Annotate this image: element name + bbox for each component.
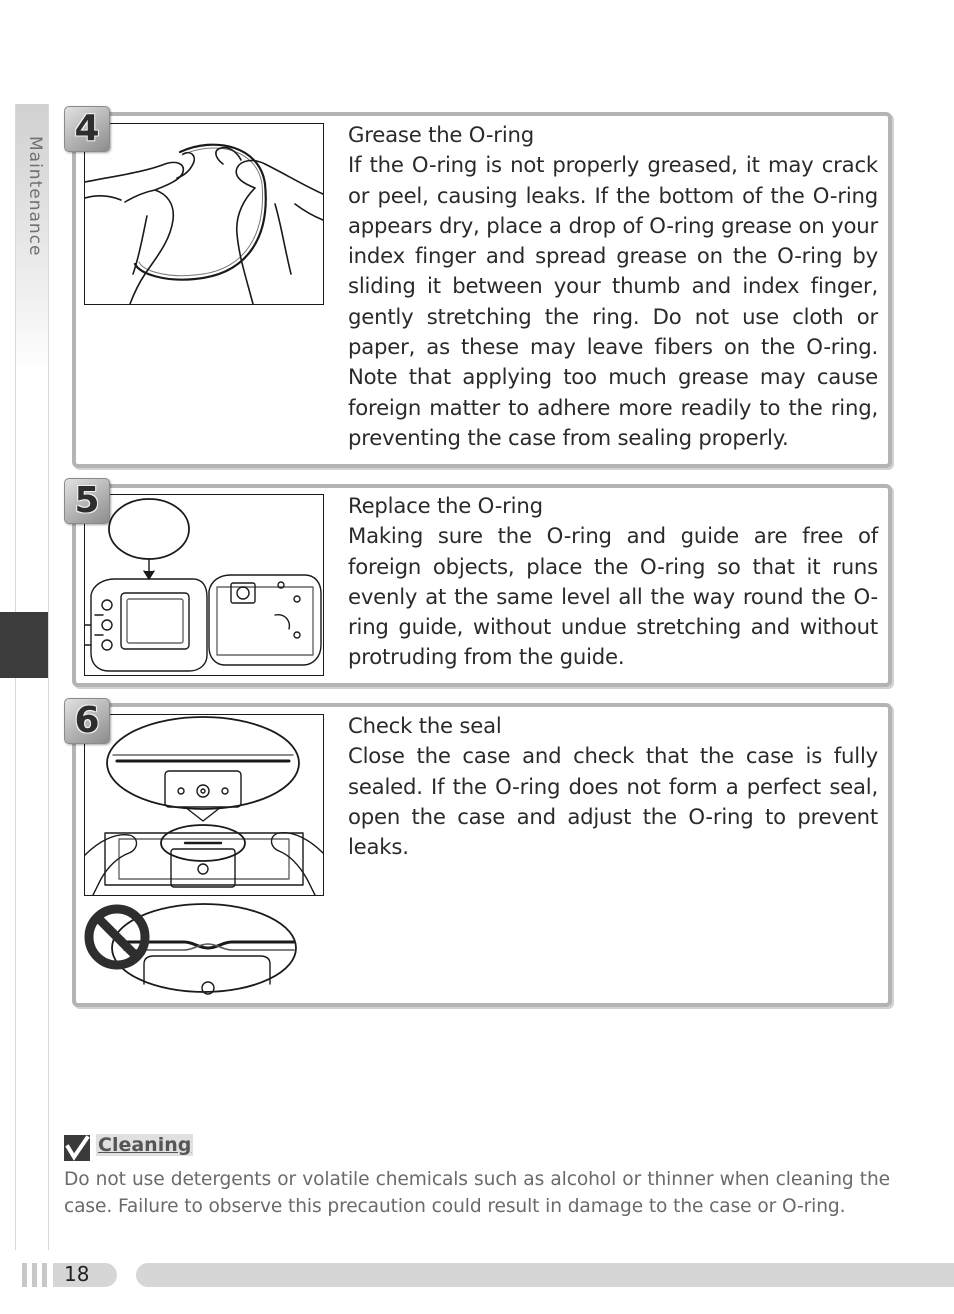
step-6-title: Check the seal <box>348 713 502 738</box>
grease-o-ring-illustration <box>84 123 324 305</box>
checkmark-icon <box>64 1135 90 1161</box>
step-5-title: Replace the O-ring <box>348 493 543 518</box>
incorrect-seal-illustration <box>84 898 304 998</box>
cleaning-note-title: Cleaning <box>98 1134 192 1156</box>
footer-decoration <box>18 1263 52 1287</box>
step-4-title: Grease the O-ring <box>348 122 534 147</box>
section-tab-label: Maintenance <box>25 136 45 257</box>
cleaning-note-body: Do not use detergents or volatile chemicals such as alcohol or thinner when cleaning the case. Failure to observe this precaution could result in damage to the case or O-ring. <box>64 1169 890 1217</box>
step-6-text <box>348 711 878 862</box>
prohibited-icon <box>84 904 150 970</box>
step-5-body: Making sure the O-ring and guide are free of foreign objects, place the O-ring so that it runs evenly at the same level all the way round the O-ring guide, without undue stretching and without protruding from the guide. <box>348 523 878 670</box>
footer-bar <box>136 1263 954 1287</box>
step-4-badge: 4 <box>64 106 110 152</box>
step-5-text <box>348 491 878 673</box>
step-5-badge: 5 <box>64 478 110 524</box>
step-6-badge: 6 <box>64 698 110 744</box>
section-marker <box>0 612 48 678</box>
step-4-body: If the O-ring is not properly greased, it may crack or peel, causing leaks. If the bottom of the O-ring appears dry, place a drop of O-ring grease on your index finger and spread grease on the O-ring by sliding it between your thumb and index finger, gently stretching the ring. Do not use cloth or paper, as these may leave fibers on the O-ring. Note that applying too much grease may cause foreign matter to adhere more readily to the ring, preventing the case from sealing properly. <box>348 152 878 450</box>
step-4-text <box>348 120 878 453</box>
check-seal-illustration <box>84 714 324 896</box>
replace-o-ring-illustration <box>84 494 324 676</box>
step-6-body: Close the case and check that the case is fully sealed. If the O-ring does not form a perfect seal, open the case and adjust the O-ring to prevent leaks. <box>348 743 878 860</box>
page-number: 18 <box>64 1262 90 1286</box>
